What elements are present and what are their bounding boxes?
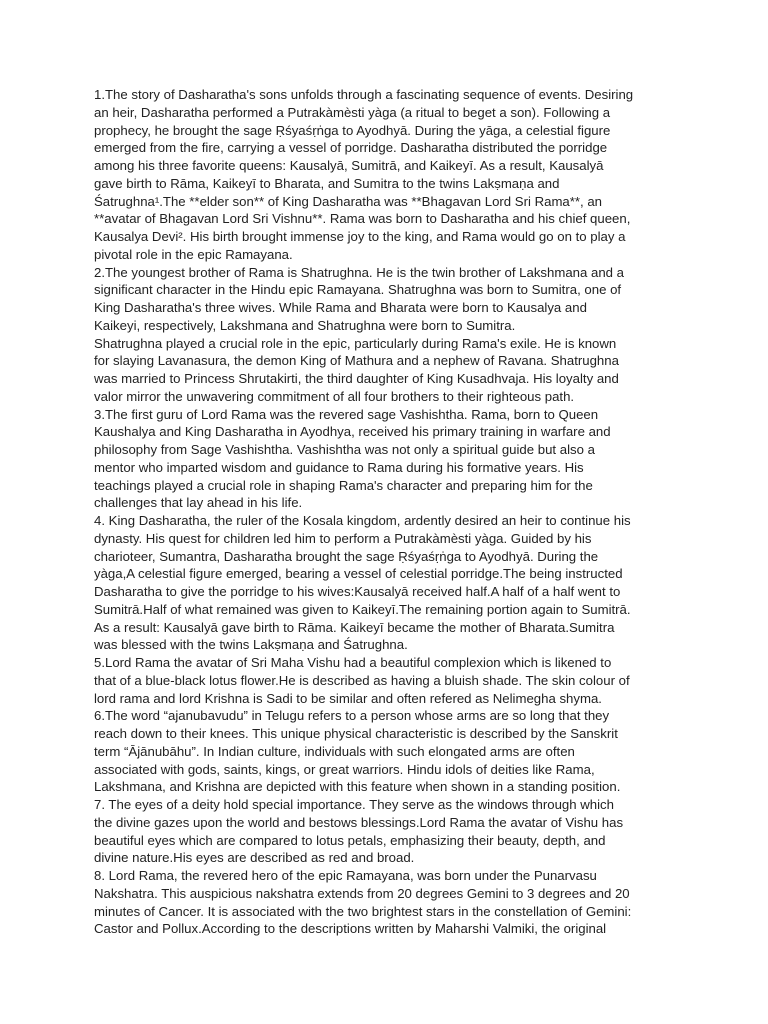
text-line: the divine gazes upon the world and bestows blessings.Lord Rama the avatar of Vishu has	[94, 814, 624, 830]
text-line: among his three favorite queens: Kausalyā, Sumitrā, and Kaikeyī. As a result, Kausalyā	[94, 158, 604, 173]
text-line: charioteer, Sumantra, Dasharatha brought the sage Ṛśyaśṛṅga to Ayodhyā. During the	[94, 548, 599, 564]
text-line: was married to Princess Shrutakirti, the third daughter of King Kusadhvaja. His loyalty and	[94, 371, 619, 386]
text-line: dynasty. His quest for children led him to perform a Putrakàmèsti yàga. Guided by his	[94, 530, 592, 546]
text-line: valor mirror the unwavering commitment of all four brothers to their righteous path.	[94, 388, 575, 404]
text-line: divine nature.His eyes are described as red and broad.	[94, 850, 415, 866]
text-line: gave birth to Rāma, Kaikeyī to Bharata, and Sumitra to the twins Lakṣmaṇa and	[94, 175, 560, 191]
text-line: term “Ājānubāhu”. In Indian culture, individuals with such elongated arms are often	[94, 743, 575, 759]
text-line: Kaushalya and King Dasharatha in Ayodhya, received his primary training in warfare and	[94, 424, 611, 440]
text-line: 1.The story of Dasharatha's sons unfolds through a fascinating sequence of events. Desiring	[94, 87, 634, 102]
text-line: lord rama and lord Krishna is Sadi to be similar and often refered as Nelimegha shyma.	[94, 690, 602, 706]
text-line: challenges that lay ahead in his life.	[94, 495, 303, 511]
text-line: 5.Lord Rama the avatar of Sri Maha Vishu had a beautiful complexion which is likened to	[94, 655, 612, 670]
text-line: an heir, Dasharatha performed a Putrakàmèsti yàga (a ritual to beget a son). Following a	[94, 104, 611, 120]
text-line: emerged from the fire, carrying a vessel of porridge. Dasharatha distributed the porridge	[94, 140, 608, 156]
text-line: Sumitrā.Half of what remained was given to Kaikeyī.The remaining portion again to Sumitrā.	[94, 601, 631, 617]
text-line: 4. King Dasharatha, the ruler of the Kosala kingdom, ardently desired an heir to continue his	[94, 513, 631, 528]
text-line: Castor and Pollux.According to the descriptions written by Maharshi Valmiki, the original	[94, 921, 607, 937]
text-line: Dasharatha to give the porridge to his wives:Kausalyā received half.A half of a half went to	[94, 584, 621, 599]
text-line: philosophy from Sage Vashishtha. Vashishtha was not only a spiritual guide but also a	[94, 442, 595, 457]
text-line: mentor who imparted wisdom and guidance to Rama during his formative years. His	[94, 459, 584, 475]
text-line: associated with gods, saints, kings, or great warriors. Hindu idols of deities like Rama,	[94, 761, 595, 777]
text-line: beautiful eyes which are compared to lotus petals, emphasizing their beauty, depth, and	[94, 832, 606, 848]
text-line: Kaikeyi, respectively, Lakshmana and Shatrughna were born to Sumitra.	[94, 317, 516, 333]
text-line: As a result: Kausalyā gave birth to Rāma. Kaikeyī became the mother of Bharata.Sumitra	[94, 619, 615, 635]
document-body	[94, 86, 684, 938]
text-line: Lakshmana, and Krishna are depicted with this feature when shown in a standing position.	[94, 779, 621, 795]
text-line: for slaying Lavanasura, the demon King of Mathura and a nephew of Ravana. Shatrughna	[94, 353, 619, 369]
text-line: 3.The first guru of Lord Rama was the revered sage Vashishtha. Rama, born to Queen	[94, 406, 599, 422]
text-line: 6.The word “ajanubavudu” in Telugu refers to a person whose arms are so long that they	[94, 708, 610, 724]
text-line: Śatrughna¹.The **elder son** of King Dasharatha was **Bhagavan Lord Sri Rama**, an	[94, 193, 603, 209]
text-line: that of a blue-black lotus flower.He is described as having a bluish shade. The skin colour of	[94, 672, 630, 688]
text-line: King Dasharatha's three wives. While Rama and Bharata were born to Kausalya and	[94, 300, 587, 315]
text-line: reach down to their knees. This unique physical characteristic is described by the Sanskrit	[94, 726, 618, 741]
text-line: teachings played a crucial role in shaping Rama's character and preparing him for the	[94, 477, 593, 493]
text-line: significant character in the Hindu epic Ramayana. Shatrughna was born to Sumitra, one of	[94, 282, 622, 298]
text-line: **avatar of Bhagavan Lord Sri Vishnu**. Rama was born to Dasharatha and his chief queen,	[94, 211, 631, 227]
text-line: Nakshatra. This auspicious nakshatra extends from 20 degrees Gemini to 3 degrees and 20	[94, 885, 630, 901]
text-line: prophecy, he brought the sage Ṛśyaśṛṅga to Ayodhyā. During the yāga, a celestial figure	[94, 122, 611, 138]
text-line: Shatrughna played a crucial role in the epic, particularly during Rama's exile. He is known	[94, 335, 617, 351]
text-line: Kausalya Devi². His birth brought immense joy to the king, and Rama would go on to play a	[94, 229, 626, 244]
text-line: pivotal role in the epic Ramayana.	[94, 246, 293, 262]
text-line: 2.The youngest brother of Rama is Shatrughna. He is the twin brother of Lakshmana and a	[94, 264, 625, 280]
text-line: was blessed with the twins Lakṣmaṇa and Śatrughna.	[94, 637, 408, 653]
text-line: 7. The eyes of a deity hold special importance. They serve as the windows through which	[94, 797, 614, 812]
text-line: minutes of Cancer. It is associated with the two brightest stars in the constellation of Gemini:	[94, 903, 632, 919]
text-line: 8. Lord Rama, the revered hero of the epic Ramayana, was born under the Punarvasu	[94, 868, 597, 883]
text-line: yàga,A celestial figure emerged, bearing a vessel of celestial porridge.The being instructed	[94, 566, 623, 582]
